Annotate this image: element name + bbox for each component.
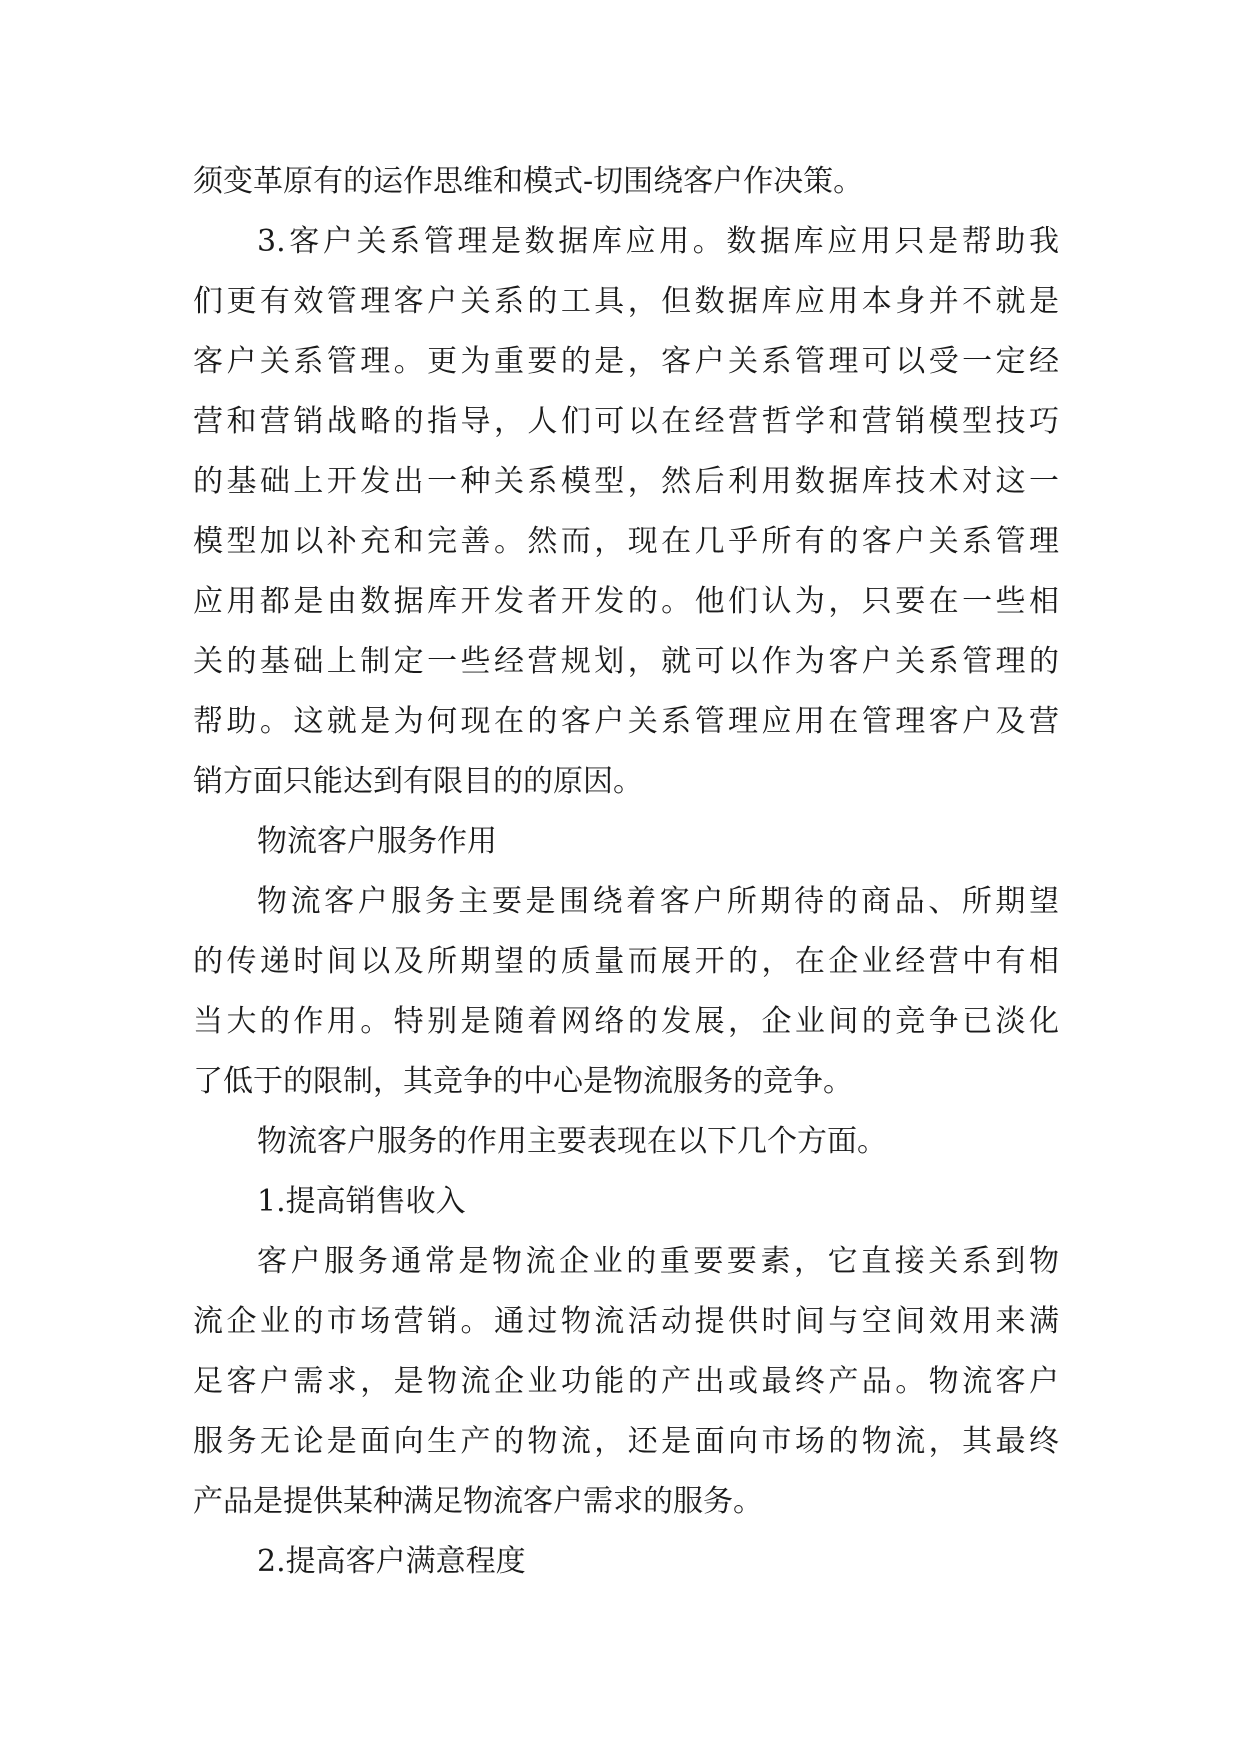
text-line: 客户关系管理。更为重要的是，客户关系管理可以受一定经 <box>193 344 1059 379</box>
text-line: 产品是提供某种满足物流客户需求的服务。 <box>193 1484 763 1519</box>
list-heading: 1.提高销售收入 <box>257 1184 466 1219</box>
text-line: 销方面只能达到有限目的的原因。 <box>193 764 643 799</box>
section-heading: 物流客户服务作用 <box>257 824 497 859</box>
text-line: 客户服务通常是物流企业的重要要素，它直接关系到物 <box>257 1244 1059 1279</box>
text-line: 的基础上开发出一种关系模型，然后利用数据库技术对这一 <box>193 464 1059 499</box>
text-line: 营和营销战略的指导，人们可以在经营哲学和营销模型技巧 <box>193 404 1059 439</box>
text-line: 模型加以补充和完善。然而，现在几乎所有的客户关系管理 <box>193 524 1059 559</box>
text-line: 们更有效管理客户关系的工具，但数据库应用本身并不就是 <box>193 284 1059 319</box>
body-text <box>193 152 1059 1592</box>
text-line: 物流客户服务主要是围绕着客户所期待的商品、所期望 <box>257 884 1059 919</box>
text-line: 足客户需求，是物流企业功能的产出或最终产品。物流客户 <box>193 1364 1059 1399</box>
text-line: 3.客户关系管理是数据库应用。数据库应用只是帮助我 <box>257 224 1059 259</box>
text-line: 了低于的限制，其竞争的中心是物流服务的竞争。 <box>193 1064 853 1099</box>
text-line: 应用都是由数据库开发者开发的。他们认为，只要在一些相 <box>193 584 1059 619</box>
text-line: 服务无论是面向生产的物流，还是面向市场的物流，其最终 <box>193 1424 1059 1459</box>
list-heading: 2.提高客户满意程度 <box>257 1544 526 1579</box>
text-line: 物流客户服务的作用主要表现在以下几个方面。 <box>257 1124 887 1159</box>
text-line: 流企业的市场营销。通过物流活动提供时间与空间效用来满 <box>193 1304 1059 1339</box>
text-line: 关的基础上制定一些经营规划，就可以作为客户关系管理的 <box>193 644 1059 679</box>
text-line: 当大的作用。特别是随着网络的发展，企业间的竞争已淡化 <box>193 1004 1059 1039</box>
text-line: 须变革原有的运作思维和模式-切围绕客户作决策。 <box>193 164 864 199</box>
text-line: 的传递时间以及所期望的质量而展开的，在企业经营中有相 <box>193 944 1059 979</box>
text-line: 帮助。这就是为何现在的客户关系管理应用在管理客户及营 <box>193 704 1059 739</box>
